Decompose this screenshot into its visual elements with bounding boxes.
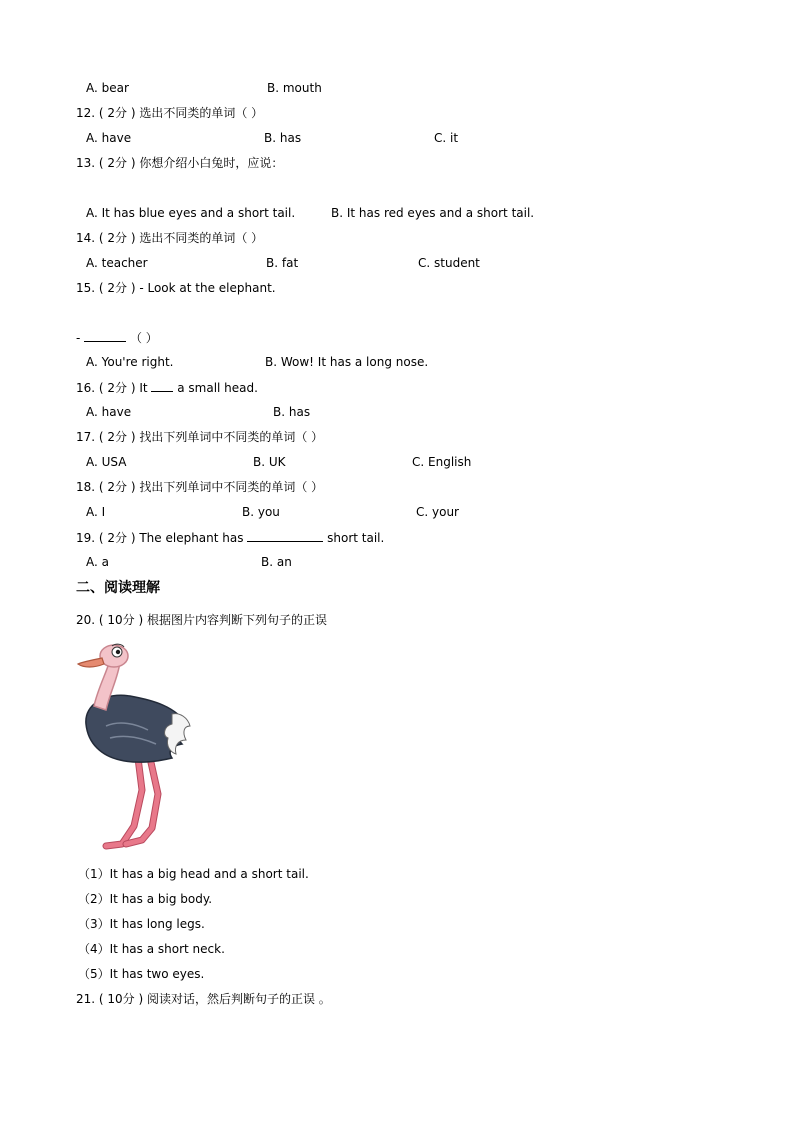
q16-option-b: B. has [273,405,311,419]
q12-option-c: C. it [434,131,459,145]
q15-answer-suffix: （ ） [129,331,158,345]
q16-blank[interactable] [151,379,173,392]
q11-option-a: A. bear [86,81,129,95]
section-title-reading: 二、阅读理解 [76,580,160,596]
q11-option-b: B. mouth [267,81,322,95]
q15-option-a: A. You're right. [86,355,174,369]
q15-answer-line [76,329,158,346]
q13-stem: 13. ( 2分 ) 你想介绍小白兔时，应说： [76,156,284,170]
q19-option-b: B. an [261,555,292,569]
q14-option-c: C. student [418,256,480,270]
q17-option-a: A. USA [86,455,127,469]
q16-stem [76,379,258,396]
q18-option-a: A. I [86,505,106,519]
q18-stem: 18. ( 2分 ) 找出下列单词中不同类的单词（ ） [76,480,324,494]
q20-stem: 20. ( 10分 ) 根据图片内容判断下列句子的正误 [76,613,327,627]
q15-option-b: B. Wow! It has a long nose. [265,355,429,369]
q19-option-a: A. a [86,555,109,569]
q16-stem-after: a small head. [177,381,258,395]
q18-option-b: B. you [242,505,280,519]
q19-blank[interactable] [247,529,323,542]
q12-stem: 12. ( 2分 ) 选出不同类的单词（ ） [76,106,264,120]
q20-item-3: （3）It has long legs. [78,917,205,931]
q19-stem-after: short tail. [327,531,385,545]
q20-item-4: （4）It has a short neck. [78,942,225,956]
q19-stem [76,529,384,546]
q16-stem-before: 16. ( 2分 ) It [76,381,152,395]
ostrich-illustration [76,640,194,854]
q16-option-a: A. have [86,405,132,419]
q13-option-a: A. It has blue eyes and a short tail. [86,206,296,220]
q12-option-b: B. has [264,131,302,145]
q20-item-1: （1）It has a big head and a short tail. [78,867,309,881]
q20-item-5: （5）It has two eyes. [78,967,205,981]
q12-option-a: A. have [86,131,132,145]
q15-answer-prefix: - [76,331,85,345]
q14-option-a: A. teacher [86,256,148,270]
q15-stem: 15. ( 2分 ) - Look at the elephant. [76,281,276,295]
q17-option-c: C. English [412,455,472,469]
q13-option-b: B. It has red eyes and a short tail. [331,206,535,220]
q14-stem: 14. ( 2分 ) 选出不同类的单词（ ） [76,231,264,245]
q15-answer-blank[interactable] [84,329,126,342]
q20-item-2: （2）It has a big body. [78,892,213,906]
q18-option-c: C. your [416,505,459,519]
q17-stem: 17. ( 2分 ) 找出下列单词中不同类的单词（ ） [76,430,324,444]
q14-option-b: B. fat [266,256,299,270]
q21-stem: 21. ( 10分 ) 阅读对话，然后判断句子的正误 。 [76,992,331,1006]
q17-option-b: B. UK [253,455,286,469]
q19-stem-before: 19. ( 2分 ) The elephant has [76,531,248,545]
